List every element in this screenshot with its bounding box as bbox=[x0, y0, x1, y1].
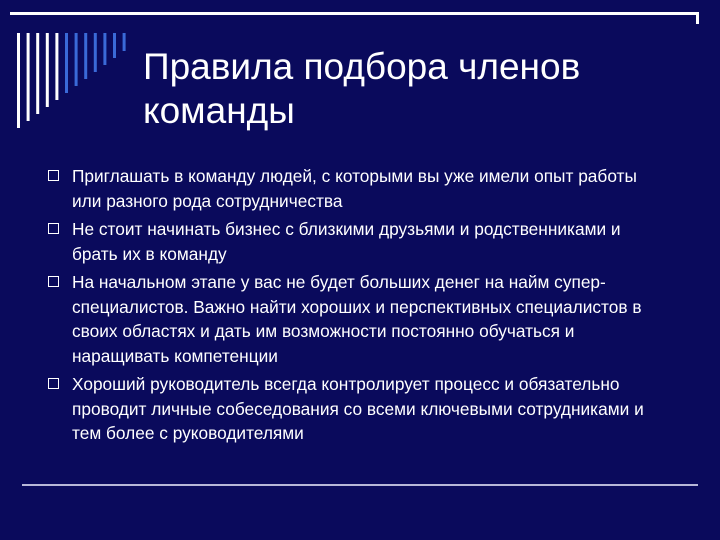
bullet-text: Не стоит начинать бизнес с близкими друзьями и родственниками и брать их в команду bbox=[72, 219, 621, 264]
decorative-stripe bbox=[113, 33, 116, 58]
decorative-stripe bbox=[46, 33, 49, 107]
hollow-square-icon bbox=[48, 223, 59, 234]
bullet-item bbox=[46, 270, 666, 368]
bullet-text: Хороший руководитель всегда контролирует процесс и обязательно проводит личные собеседования со всеми ключевыми сотрудниками и тем более с руководителями bbox=[72, 374, 644, 443]
hollow-square-icon bbox=[48, 276, 59, 287]
bullet-item bbox=[46, 372, 666, 446]
decorative-stripe bbox=[84, 33, 87, 79]
decorative-stripe bbox=[65, 33, 68, 93]
footer-divider bbox=[22, 484, 698, 486]
frame-right-tick bbox=[696, 12, 699, 24]
bullet-item bbox=[46, 217, 666, 266]
bullet-text: Приглашать в команду людей, с которыми вы уже имели опыт работы или разного рода сотрудничества bbox=[72, 166, 637, 211]
decorative-stripe bbox=[94, 33, 97, 72]
decorative-stripe bbox=[36, 33, 39, 114]
decorative-stripe bbox=[123, 33, 126, 51]
decorative-stripe bbox=[75, 33, 78, 86]
bullet-list bbox=[46, 164, 666, 450]
decorative-stripes bbox=[0, 0, 140, 150]
bullet-item bbox=[46, 164, 666, 213]
decorative-stripe bbox=[17, 33, 20, 128]
slide-title: Правила подбора членов команды bbox=[143, 46, 581, 131]
hollow-square-icon bbox=[48, 170, 59, 181]
bullet-text: На начальном этапе у вас не будет больших денег на найм супер-специалистов. Важно найти хороших и перспективных специалистов в своих областях и дать им возможности постоянно обучаться и наращивать компетенции bbox=[72, 272, 642, 366]
decorative-stripe bbox=[27, 33, 30, 121]
decorative-stripe bbox=[103, 33, 106, 65]
decorative-stripe bbox=[55, 33, 58, 100]
hollow-square-icon bbox=[48, 378, 59, 389]
